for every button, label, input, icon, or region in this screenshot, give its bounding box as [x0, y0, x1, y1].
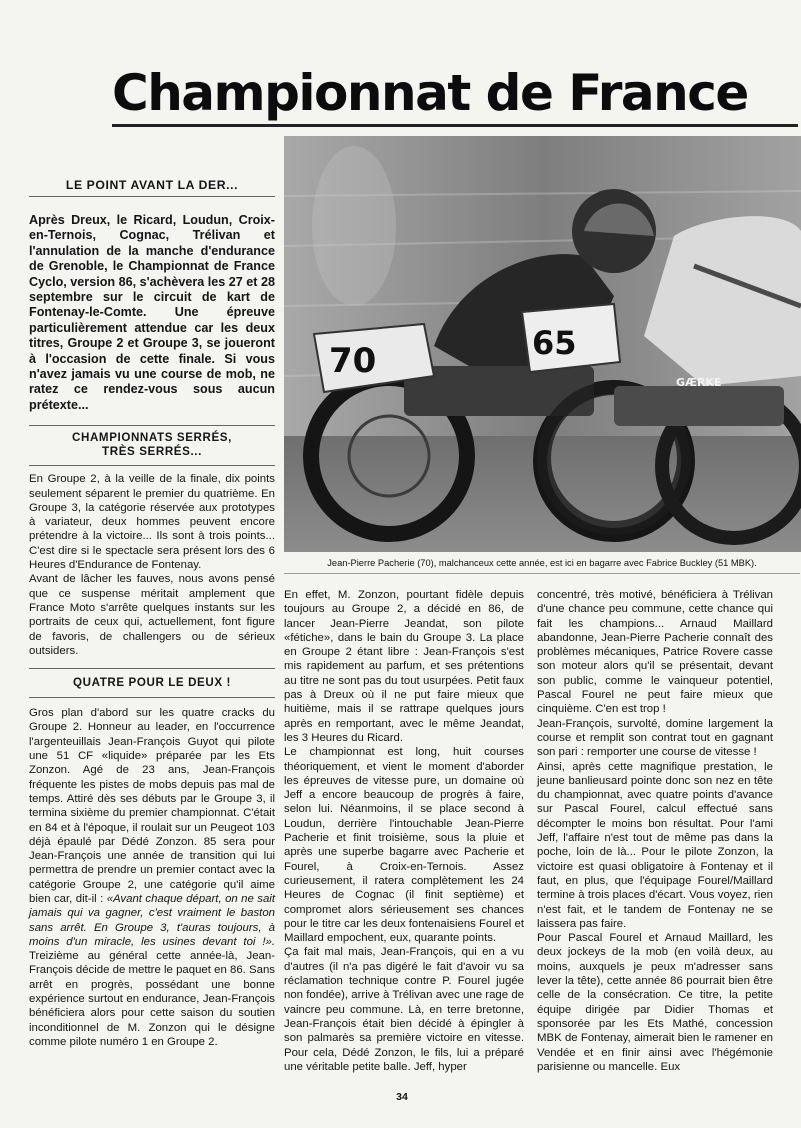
paragraph: En effet, M. Zonzon, pourtant fidèle depuis toujours au Groupe 2, a décidé en 86, de lancer Jean-Pierre Jeandat, son pilote «fétiche», dans le bain du Groupe 3. La place en Groupe 2 étant libre : Jean-François s'est mis rapidement au parfum, et ses prétentions au titre ne sont pas du tout usurpées. Petit faux pas à Dreux où il ne put faire mieux que huitième, mais il se rattrape quelques jours après en remportant, avec le même Jeandat, les 3 Heures du Ricard.: [284, 589, 524, 744]
paragraph-with-quote: [29, 706, 275, 1049]
heading-line-1: CHAMPIONNATS SERRÉS,: [72, 431, 232, 445]
motorbike-race-illustration: [284, 136, 801, 552]
paragraph: Ça fait mal mais, Jean-François, qui en a vu d'autres (il n'a pas digéré le fait d'avoir vu sa réclamation technique contre P. Fourel jugée non fondée), arrive à Trélivan avec une rage de vaincre peu commune. Là, en terre bretonne, Jean-François était bien décidé à épingler à son palmarès sa première victoire en vitesse. Pour cela, Dédé Zonzon, le fils, lui a préparé une véritable petite balle. Jeff, hyper: [284, 946, 524, 1073]
right-column: [537, 588, 773, 1074]
plate-number-65: 65: [532, 324, 577, 362]
paragraph: concentré, très motivé, bénéficiera à Trélivan d'une chance peu commune, cette chance qui fait les champions... Arnaud Maillard abandonne, Jean-Pierre Pacherie connaît des problèmes mécaniques, Patrice Rovere casse son moteur alors qu'il se présentait, devant son public, comme le vainqueur potentiel, Pascal Fourel ne peut faire mieux que cinquième. C'en est trop !: [537, 589, 773, 716]
paragraph: Jean-François, survolté, domine largement la course et remplit son contrat tout en gagnant son pari : remporter une course de vitesse !: [537, 717, 773, 759]
left-column: [29, 178, 275, 1049]
article-title: Championnat de France: [112, 64, 748, 122]
fairing-sponsor-text: GÆRKE: [676, 376, 722, 389]
paragraph-text: Gros plan d'abord sur les quatre cracks du Groupe 2. Honneur au leader, en l'occurrence l'argenteuillais Jean-François Guyot qui pilote une 51 CF «liquide» préparée par les Ets Zonzon. Agé de 23 ans, Jean-François fréquente les pistes de mobs depuis pas mal de temps. Attiré dès ses débuts par le Groupe 3, il termina sixième du premier championnat. C'était en 84 et à l'époque, il roulait sur un Peugeot 103 déjà épaulé par Dédé Zonzon. 85 sera pour Jean-François une année de transition qui lui permettra de prendre un premier contact avec la catégorie Groupe 2, une catégorie qu'il aime bien car, dit-il :: [29, 707, 275, 905]
paragraph: Le championnat est long, huit courses théoriquement, et vient le moment d'aborder les épreuves de vitesse pure, un domaine où Jeff a encore beaucoup de progrès à faire, selon lui. Néanmoins, il se place second à Loudun, derrière l'intouchable Jean-Pierre Pacherie et finit troisième, sous la pluie et après une superbe bagarre avec Pacherie et Fourel, à Croix-en-Ternois. Assez curieusement, il ratera complètement les 24 Heures de Cognac (il finit septième) et compromet alors sérieusement ses chances pour le titre car les deux fontenaisiens Fourel et Maillard empochent, eux, quarante points.: [284, 746, 524, 945]
section-heading-championnats: [29, 425, 275, 466]
plate-number-70: 70: [329, 341, 377, 381]
caption-rule: [284, 573, 800, 574]
pilot-quote: «Avant chaque départ, on ne sait jamais qui va gagner, c'est vraiment le baston sans arrêt. En Groupe 3, t'auras toujours, à moins d'un miracle, les usines devant toi !».: [29, 893, 275, 948]
title-rule: [112, 124, 798, 127]
heading-line-2: TRÈS SERRÉS...: [102, 445, 202, 459]
photo-caption: Jean-Pierre Pacherie (70), malchanceux cette année, est ici en bagarre avec Fabrice Buckley (51 MBK).: [327, 558, 757, 568]
paragraph: Avant de lâcher les fauves, nous avons pensé que ce suspense méritait amplement que France Moto s'arrête quelques instants sur les portraits de ceux qui, actuellement, font figure de favoris, de challengers ou de sérieux outsiders.: [29, 573, 275, 657]
section-heading-quatre: QUATRE POUR LE DEUX !: [29, 668, 275, 698]
intro-paragraph: Après Dreux, le Ricard, Loudun, Croix-en-Ternois, Cognac, Trélivan et l'annulation de la manche d'endurance de Grenoble, le Championnat de France Cyclo, version 86, s'achèvera les 27 et 28 septembre sur le circuit de kart de Fontenay-le-Comte. Une épreuve particulièrement attendue car les deux titres, Groupe 2 et Groupe 3, se joueront à l'occasion de cette finale. Si vous n'avez jamais vu une course de mob, ne ratez ce rendez-vous sous aucun prétexte...: [29, 213, 275, 412]
paragraph: En Groupe 2, à la veille de la finale, dix points seulement séparent le premier du quatrième. En Groupe 3, la catégorie réservée aux prototypes à variateur, deux hommes peuvent encore prétendre à la victoire... Ils sont à trois points... C'est dire si le spectacle sera présent lors des 6 Heures d'Endurance de Fontenay.: [29, 473, 275, 572]
paragraph: Pour Pascal Fourel et Arnaud Maillard, les deux jockeys de la mob (en voilà deux, au moins, auxquels je peux m'adresser sans lever la tête), cette année 86 pourrait bien être celle de la consécration. Ce titre, la petite équipe dirigée par Didier Thomas et sponsorée par les Ets Mathé, concession MBK de Fontenay, aimerait bien le ramener en Vendée et en finir ainsi avec l'hégémonie parisienne ou mancelle. Eux: [537, 932, 773, 1073]
paragraph-text: Treizième au général cette année-là, Jean-François décide de mettre le paquet en 86. Sans arrêt en progrès, possédant une bonne expérience surtout en endurance, Jean-François bénéficiera alors pour cette saison du soutien inconditionnel de M. Zonzon qui le désigne comme pilote numéro 1 en Groupe 2.: [29, 950, 275, 1048]
paragraph: Ainsi, après cette magnifique prestation, le jeune banlieusard pointe donc son nez en tête du championnat, avec quatre points d'avance sur Pascal Fourel, calcul effectué sans décompter le moins bon résultat. Pour l'ami Jeff, l'affaire n'est tout de même pas dans la poche, loin de là... Pour le pilote Zonzon, la victoire est quasi obligatoire à Fontenay et il faut, en plus, que l'équipage Fourel/Maillard termine à trois places d'écart. Vous voyez, rien n'est fait, et le tandem de Fontenay ne se laissera pas faire.: [537, 760, 773, 930]
middle-column: [284, 588, 524, 1074]
section-heading-point: LE POINT AVANT LA DER...: [29, 178, 275, 197]
race-photo: [284, 136, 801, 552]
page-number: 34: [396, 1091, 408, 1103]
